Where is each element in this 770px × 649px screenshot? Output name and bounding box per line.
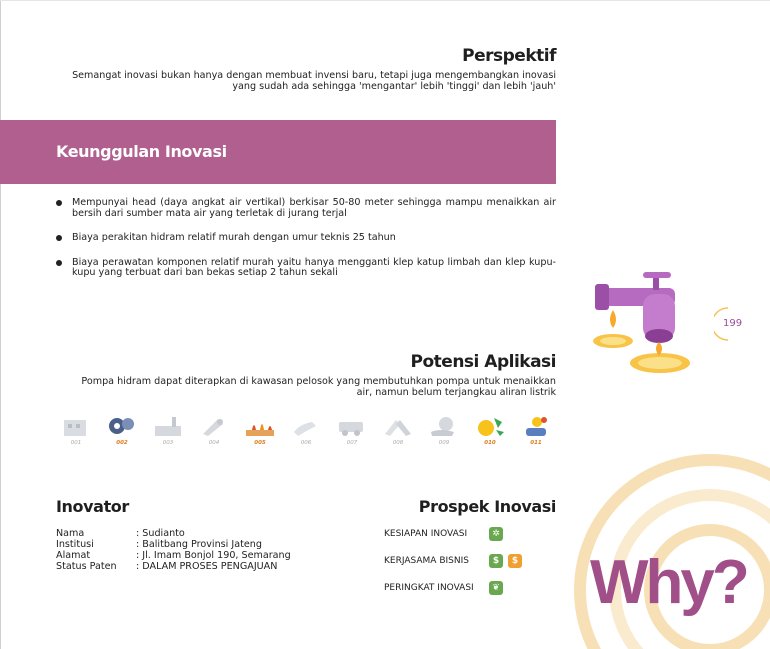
perspektif-line-2: yang sudah ada sehingga 'mengantar' lebih 'tinggi' dan lebih 'jauh' [232, 81, 556, 92]
page-top-edge [0, 0, 770, 1]
icon-number: 005 [254, 440, 266, 446]
icon-number: 009 [438, 440, 450, 446]
prospek-kerjasama [384, 554, 527, 568]
potensi-line-1: Pompa hidram dapat diterapkan di kawasan pelosok yang membutuhkan pompa untuk menaikkan [81, 376, 556, 387]
prospek-label: KESIAPAN INOVASI [384, 529, 468, 539]
question-mark-icon: ? [711, 548, 747, 617]
info-value: : DALAM PROSES PENGAJUAN [136, 561, 278, 572]
icon-number: 004 [208, 440, 220, 446]
list-item [56, 233, 556, 244]
icon-number: 008 [392, 440, 404, 446]
money-bag-icon: $ [508, 554, 522, 568]
application-icon [240, 414, 280, 450]
why-word: Why [590, 548, 712, 617]
info-row [56, 550, 291, 561]
info-row [56, 561, 291, 572]
info-value: : Sudianto [136, 528, 185, 539]
application-icon [102, 414, 142, 450]
prospek-title: Prospek Inovasi [418, 497, 556, 516]
potensi-line-2: air, namun belum terjangkau aliran listrik [356, 387, 556, 398]
application-icons [56, 414, 556, 450]
faucet-illustration [585, 268, 705, 380]
icon-number: 011 [530, 440, 542, 446]
gear-badge-icon: ✲ [489, 527, 503, 541]
potensi-title: Potensi Aplikasi [410, 352, 556, 372]
tools-icon [198, 414, 230, 438]
application-icon [332, 414, 372, 450]
page-number: 199 [723, 318, 743, 329]
application-icon [286, 414, 326, 450]
keunggulan-title: Keunggulan Inovasi [56, 142, 227, 161]
recycle-icon [474, 414, 506, 438]
vehicle-icon [336, 414, 368, 438]
application-icon [378, 414, 418, 450]
prospek-label: KERJASAMA BISNIS [384, 556, 469, 566]
icon-number: 003 [162, 440, 174, 446]
bullet-icon [56, 260, 62, 266]
info-row [56, 539, 291, 550]
info-label: Status Paten [56, 561, 117, 572]
list-item-text: Biaya perawatan komponen relatif murah yaitu hanya mengganti klep katup limbah dan klep kupu-kupu yang terbuat dari ban bekas setiap 2 tahun sekali [72, 256, 556, 278]
bullet-icon [56, 200, 62, 206]
perspektif-line-1: Semangat inovasi bukan hanya dengan membuat invensi baru, tetapi juga mengembangkan inovasi [72, 70, 556, 81]
bullet-icon [56, 235, 62, 241]
leaf-badge-icon: ❦ [489, 581, 503, 595]
hand-icon [290, 414, 322, 438]
info-label: Alamat [56, 550, 91, 561]
application-icon [148, 414, 188, 450]
factory-icon [152, 414, 184, 438]
icon-number: 010 [484, 440, 496, 446]
building-icon [60, 414, 92, 438]
keunggulan-list [56, 198, 556, 293]
list-item [56, 258, 556, 279]
info-label: Institusi [56, 539, 94, 550]
inovator-info [56, 528, 291, 572]
prospek-kesiapan [384, 527, 508, 541]
prospek-peringkat [384, 581, 508, 595]
info-row [56, 528, 291, 539]
perspektif-title: Perspektif [462, 46, 556, 66]
page-edge [0, 0, 1, 649]
list-item-text: Biaya perakitan hidram relatif murah dengan umur teknis 25 tahun [72, 232, 396, 243]
gear-cluster-icon [106, 414, 138, 438]
farm-fire-icon [244, 414, 276, 438]
prospek-label: PERINGKAT INOVASI [384, 583, 474, 593]
why-logo [590, 548, 747, 618]
application-icon [56, 414, 96, 450]
info-label: Nama [56, 528, 85, 539]
list-item [56, 198, 556, 219]
globe-hand-icon [428, 414, 460, 438]
application-icon [470, 414, 510, 450]
icon-number: 006 [300, 440, 312, 446]
application-icon [516, 414, 556, 450]
icon-number: 001 [70, 440, 82, 446]
icon-number: 002 [116, 440, 128, 446]
keunggulan-banner [0, 120, 556, 184]
inovator-title: Inovator [56, 497, 129, 516]
perspektif-text [36, 70, 556, 92]
list-item-text: Mempunyai head (daya angkat air vertikal) berkisar 50-80 meter sehingga mampu menaikkan air bersih dari sumber mata air yang terletak di jurang terjal [72, 197, 556, 219]
icon-number: 007 [346, 440, 358, 446]
info-value: : Jl. Imam Bonjol 190, Semarang [136, 550, 291, 561]
info-value: : Balitbang Provinsi Jateng [136, 539, 262, 550]
money-bag-icon: $ [489, 554, 503, 568]
idea-hand-icon [520, 414, 552, 438]
potensi-text [36, 376, 556, 398]
application-icon [194, 414, 234, 450]
application-icon [424, 414, 464, 450]
hands-icon [382, 414, 414, 438]
